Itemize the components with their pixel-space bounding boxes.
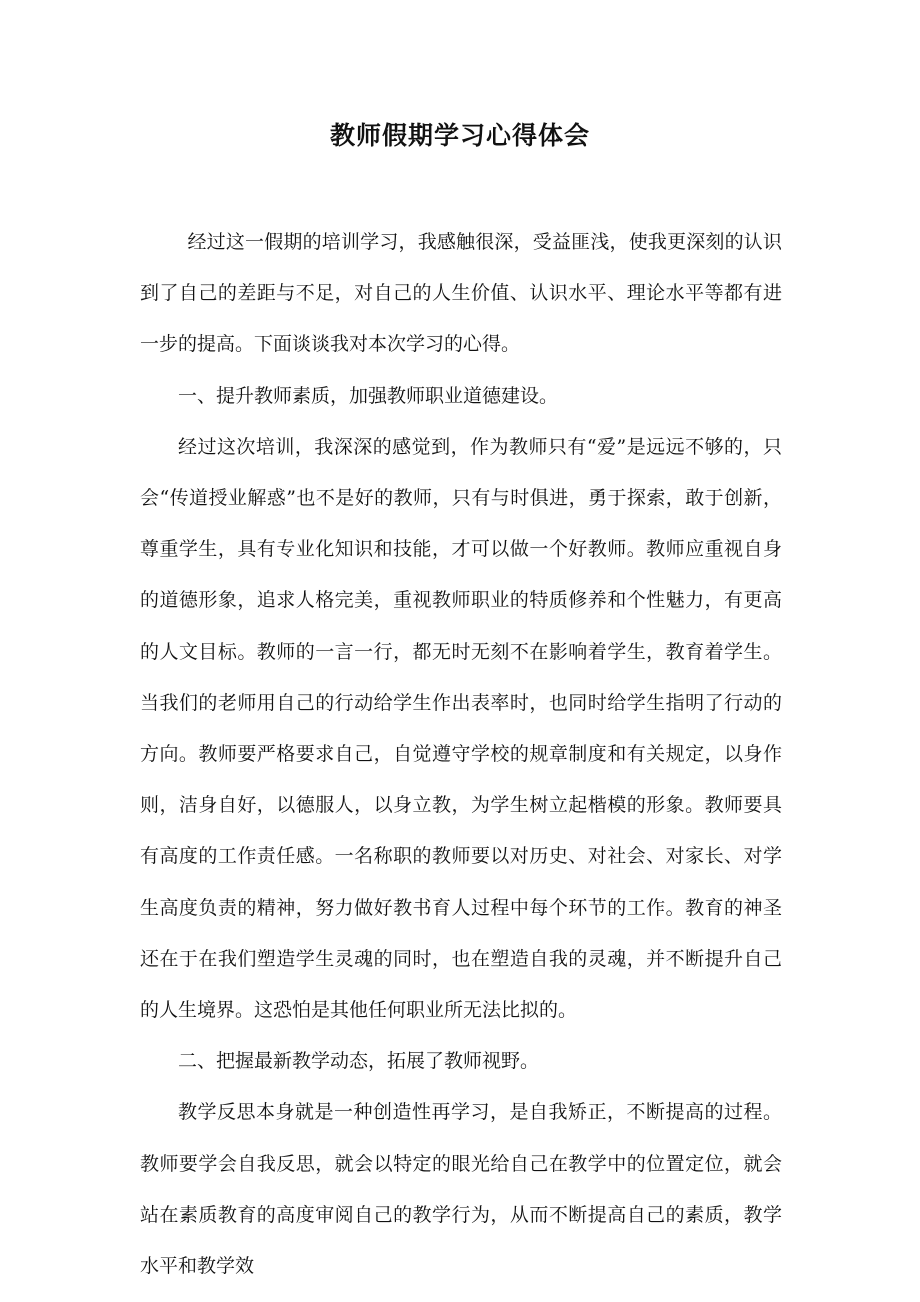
paragraph-section-1: 经过这次培训，我深深的感觉到，作为教师只有“爱”是远远不够的，只会“传道授业解惑”也不是好的教师，只有与时俱进，勇于探索，敢于创新，尊重学生，具有专业化知识和技能，才可以做一个好教师。教师应重视自身的道德形象，追求人格完美，重视教师职业的特质修养和个性魅力，有更高的人文目标。教师的一言一行，都无时无刻不在影响着学生，教育着学生。当我们的老师用自己的行动给学生作出表率时，也同时给学生指明了行动的方向。教师要严格要求自己，自觉遵守学校的规章制度和有关规定，以身作则，洁身自好，以德服人，以身立教，为学生树立起楷模的形象。教师要具有高度的工作责任感。一名称职的教师要以对历史、对社会、对家长、对学生高度负责的精神，努力做好教书育人过程中每个环节的工作。教育的神圣还在于在我们塑造学生灵魂的同时，也在塑造自我的灵魂，并不断提升自己的人生境界。这恐怕是其他任何职业所无法比拟的。: [140, 435, 782, 1022]
section-heading-1: 一、提升教师素质，加强教师职业道德建设。: [178, 384, 559, 407]
document-body: [140, 217, 782, 1292]
paragraph-intro: 经过这一假期的培训学习，我感触很深，受益匪浅，使我更深刻的认识到了自己的差距与不足，对自己的人生价值、认识水平、理论水平等都有进一步的提高。下面谈谈我对本次学习的心得。: [140, 231, 782, 356]
paragraph-section-2: 教学反思本身就是一种创造性再学习，是自我矫正，不断提高的过程。教师要学会自我反思，就会以特定的眼光给自己在教学中的位置定位，就会站在素质教育的高度审阅自己的教学行为，从而不断提高自己的素质，教学水平和教学效: [140, 1101, 782, 1278]
section-heading-2: 二、把握最新教学动态，拓展了教师视野。: [178, 1050, 540, 1073]
document-title: 教师假期学习心得体会: [329, 121, 590, 150]
